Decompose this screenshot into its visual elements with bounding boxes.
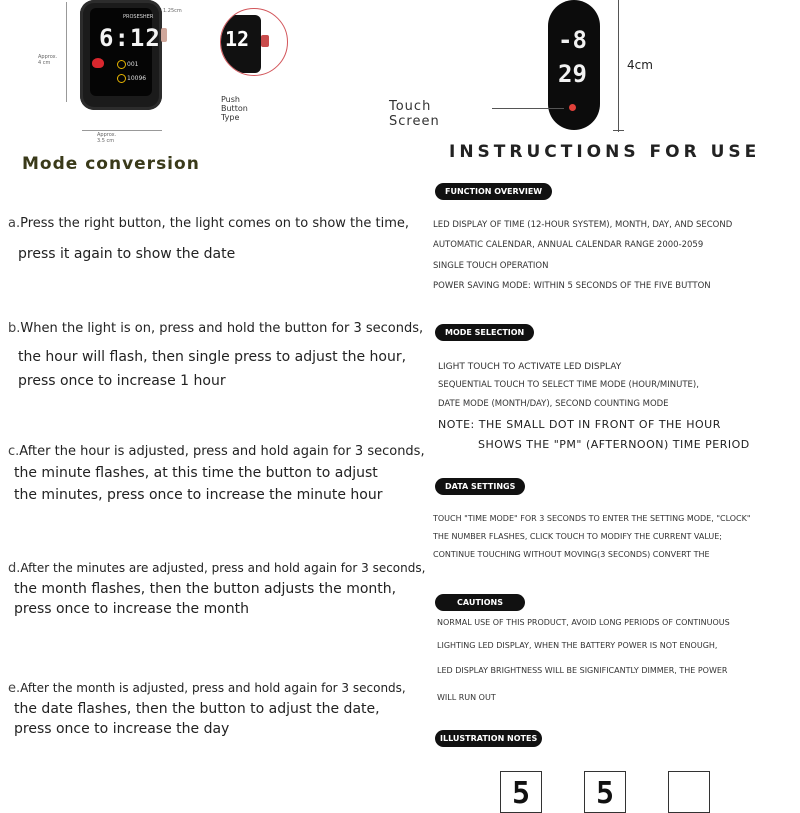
touch-screen-pointer xyxy=(492,108,564,109)
touch-screen-label: Touch Screen xyxy=(389,99,440,129)
step-line: press once to increase 1 hour xyxy=(18,373,226,389)
data-settings-line: TOUCH "TIME MODE" FOR 3 SECONDS TO ENTER THE SETTING MODE, "CLOCK" xyxy=(433,514,751,523)
cautions-line: LED DISPLAY BRIGHTNESS WILL BE SIGNIFICANTLY DIMMER, THE POWER xyxy=(437,666,728,675)
mode-selection-line: SEQUENTIAL TOUCH TO SELECT TIME MODE (HOUR/MINUTE), xyxy=(438,380,699,390)
function-overview-line: LED DISPLAY OF TIME (12-HOUR SYSTEM), MONTH, DAY, AND SECOND xyxy=(433,220,733,230)
step-letter: b. xyxy=(8,321,21,336)
note-line-1: NOTE: THE SMALL DOT IN FRONT OF THE HOUR xyxy=(438,418,721,431)
function-overview-line: SINGLE TOUCH OPERATION xyxy=(433,261,549,271)
function-overview-line: POWER SAVING MODE: WITHIN 5 SECONDS OF THE FIVE BUTTON xyxy=(433,281,711,291)
bottom-dimension-label: Approx. 3.5 cm xyxy=(97,132,117,144)
illustration-box xyxy=(668,771,710,813)
data-settings-label: DATA SETTINGS xyxy=(435,478,525,495)
illustration-box xyxy=(500,771,542,813)
step-letter: e. xyxy=(8,681,21,696)
illustration-notes-label: ILLUSTRATION NOTES xyxy=(435,730,542,747)
step-line: Press the right button, the light comes on to show the time, xyxy=(20,216,410,231)
mode-selection-line: LIGHT TOUCH TO ACTIVATE LED DISPLAY xyxy=(438,362,622,372)
step-line: press once to increase the day xyxy=(14,721,230,737)
step-line: After the month is adjusted, press and hold again for 3 seconds, xyxy=(20,681,406,695)
step-line: the month flashes, then the button adjusts the month, xyxy=(14,581,397,597)
step-line: the hour will flash, then single press to adjust the hour, xyxy=(18,349,407,365)
height-dimension-label: Approx. 4 cm xyxy=(38,54,58,66)
band-height-line xyxy=(618,0,619,132)
watch-stat-bottom: 10096 xyxy=(127,75,147,82)
mode-selection-label: MODE SELECTION xyxy=(435,324,534,341)
mode-heading: Mode conversion xyxy=(22,154,200,174)
step-line: the date flashes, then the button to adjust the date, xyxy=(14,701,380,717)
instructions-heading: INSTRUCTIONS FOR USE xyxy=(449,142,761,162)
step-line: After the minutes are adjusted, press and hold again for 3 seconds, xyxy=(20,561,426,575)
illustration-digit: 5 xyxy=(595,776,615,811)
bottom-dimension-line xyxy=(82,130,162,131)
band-digits-top: -8 xyxy=(558,26,587,54)
step-line: the minute flashes, at this time the button to adjust xyxy=(14,465,378,481)
data-settings-line: THE NUMBER FLASHES, CLICK TOUCH TO MODIFY THE CURRENT VALUE; xyxy=(433,532,722,541)
watch-side-button xyxy=(161,28,167,42)
watch-stat-top: 001 xyxy=(127,61,139,68)
mode-selection-line: DATE MODE (MONTH/DAY), SECOND COUNTING MODE xyxy=(438,399,669,409)
touch-dot-icon xyxy=(569,104,576,111)
step-line: After the hour is adjusted, press and hold again for 3 seconds, xyxy=(19,444,425,459)
cautions-line: NORMAL USE OF THIS PRODUCT, AVOID LONG PERIODS OF CONTINUOUS xyxy=(437,618,730,627)
push-button xyxy=(261,35,269,47)
width-dimension-label: 1.25cm xyxy=(163,8,182,14)
note-line-2: SHOWS THE "PM" (AFTERNOON) TIME PERIOD xyxy=(478,438,750,451)
zoom-circle xyxy=(220,8,288,76)
height-dimension-line xyxy=(66,2,67,102)
heart-icon xyxy=(92,58,104,68)
band-height-label: 4cm xyxy=(627,58,653,72)
illustration-digit: 5 xyxy=(511,776,531,811)
watch-brand: PROSESHER xyxy=(123,14,154,20)
cautions-line: LIGHTING LED DISPLAY, WHEN THE BATTERY POWER IS NOT ENOUGH, xyxy=(437,641,718,650)
step-letter: d. xyxy=(8,561,21,576)
ring-icon xyxy=(117,74,126,83)
data-settings-line: CONTINUE TOUCHING WITHOUT MOVING(3 SECONDS) CONVERT THE xyxy=(433,550,710,559)
step-letter: c. xyxy=(8,444,20,459)
function-overview-line: AUTOMATIC CALENDAR, ANNUAL CALENDAR RANGE 2000-2059 xyxy=(433,240,704,250)
band-digits-bottom: 29 xyxy=(558,60,587,88)
zoom-digits: 12 xyxy=(225,27,250,51)
step-line: When the light is on, press and hold the button for 3 seconds, xyxy=(20,321,424,336)
cautions-label: CAUTIONS xyxy=(435,594,525,611)
band-height-tick xyxy=(613,130,624,131)
push-button-label: Push Button Type xyxy=(221,95,248,122)
step-line: the minutes, press once to increase the minute hour xyxy=(14,487,383,503)
cautions-line: WILL RUN OUT xyxy=(437,693,496,702)
step-line: press it again to show the date xyxy=(18,246,236,262)
step-letter: a. xyxy=(8,216,21,231)
ring-icon xyxy=(117,60,126,69)
watch-time: 6:12 xyxy=(99,24,161,52)
step-line: press once to increase the month xyxy=(14,601,250,617)
illustration-box xyxy=(584,771,626,813)
function-overview-label: FUNCTION OVERVIEW xyxy=(435,183,552,200)
